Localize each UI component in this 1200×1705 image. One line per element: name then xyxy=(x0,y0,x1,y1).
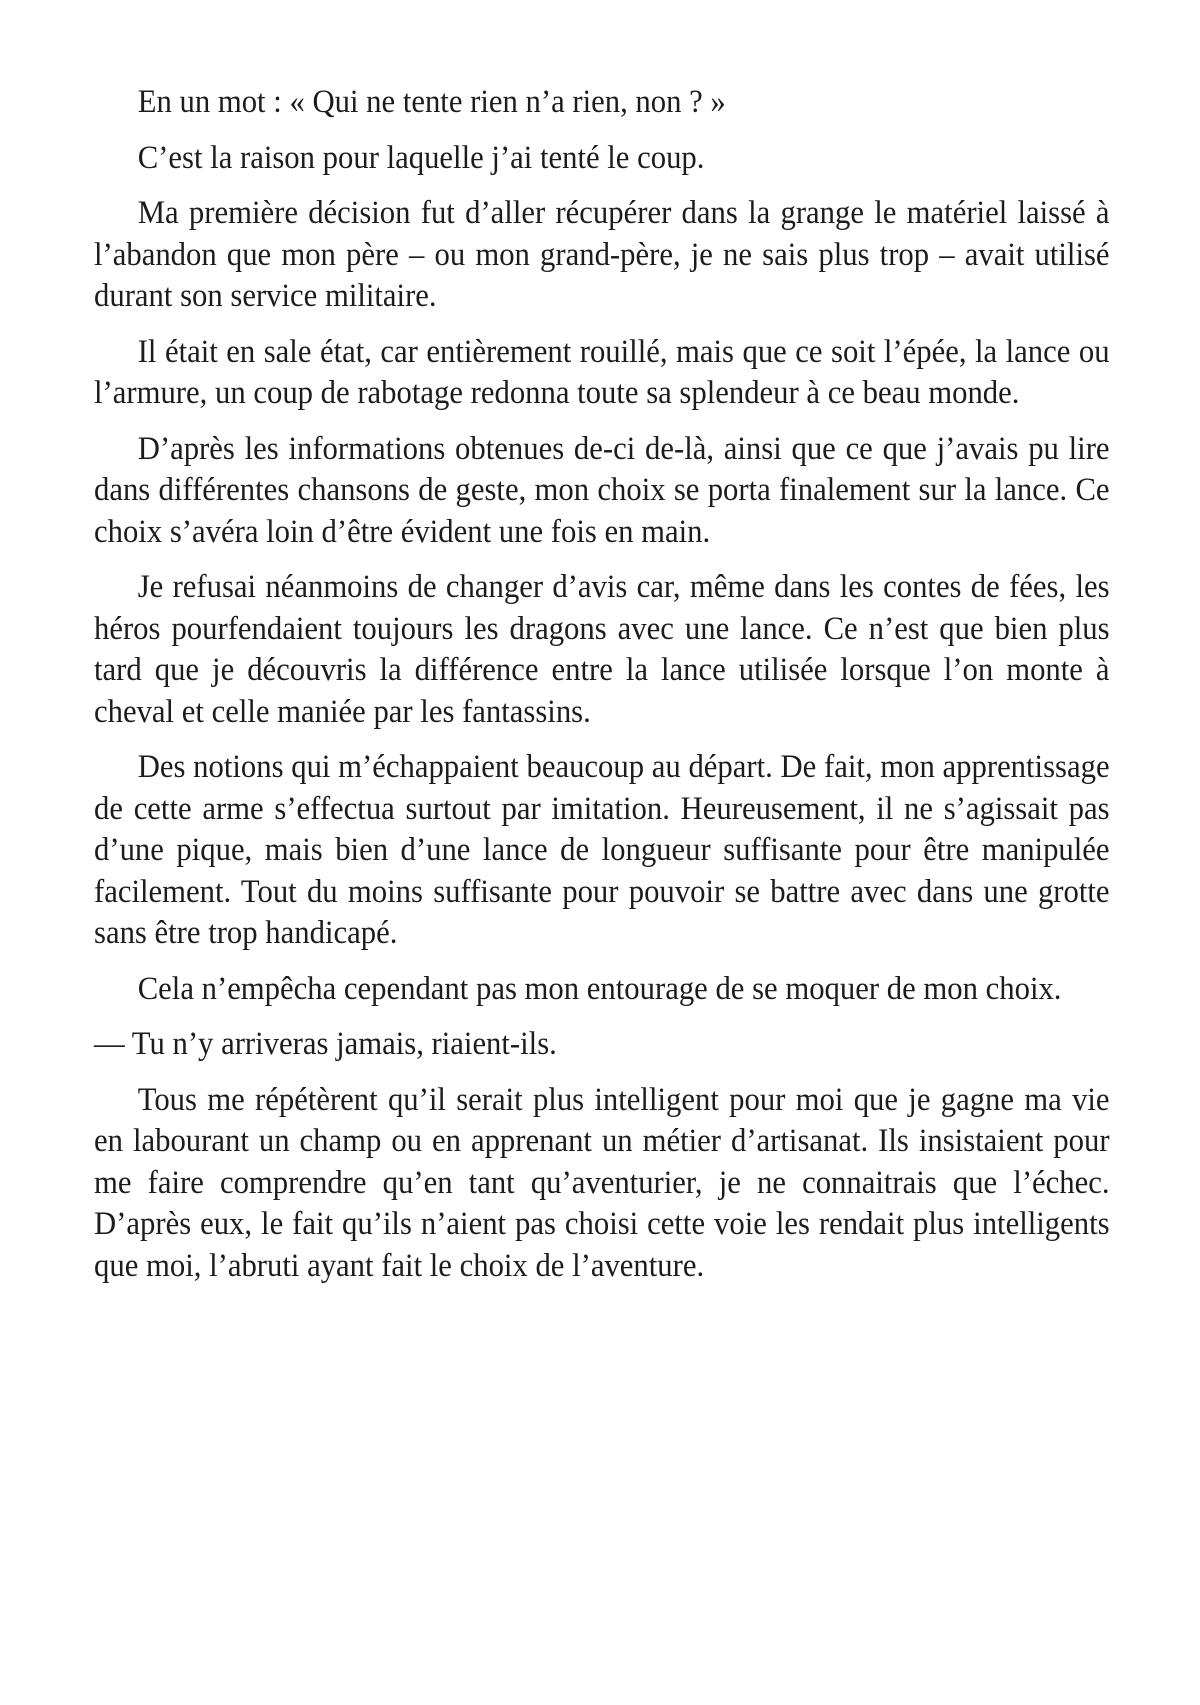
paragraph: Tous me répétèrent qu’il serait plus intelligent pour moi que je gagne ma vie en labourant un champ ou en apprenant un métier d’artisanat. Ils insistaient pour me faire comprendre qu’en tant qu’aventurier, je ne connaitrais que l’échec. D’après eux, le fait qu’ils n’aient pas choisi cette voie les rendait plus intelligents que moi, l’abruti ayant fait le choix de l’aventure. xyxy=(94,1081,1110,1284)
paragraph: Il était en sale état, car entièrement rouillé, mais que ce soit l’épée, la lance ou l’armure, un coup de rabotage redonna toute sa splendeur à ce beau monde. xyxy=(94,333,1110,411)
paragraph: Ma première décision fut d’aller récupérer dans la grange le matériel laissé à l’abandon que mon père – ou mon grand-père, je ne sais plus trop – avait utilisé durant son service militaire. xyxy=(94,195,1110,314)
paragraph: D’après les informations obtenues de-ci de-là, ainsi que ce que j’avais pu lire dans différentes chansons de geste, mon choix se porta finalement sur la lance. Ce choix s’avéra loin d’être évident une fois en main. xyxy=(94,430,1110,550)
paragraph: Des notions qui m’échappaient beaucoup au départ. De fait, mon apprentissage de cette arme s’effectua surtout par imitation. Heureusement, il ne s’agissait pas d’une pique, mais bien d’une lance de longueur suffisante pour être manipulée facilement. Tout du moins suffisante pour pouvoir se battre avec dans une grotte sans être trop handicapé. xyxy=(94,749,1110,951)
paragraph: Cela n’empêcha cependant pas mon entourage de se moquer de mon choix. xyxy=(137,970,1062,1007)
paragraph: Je refusai néanmoins de changer d’avis car, même dans les contes de fées, les héros pourfendaient toujours les dragons avec une lance. Ce n’est que bien plus tard que je découvris la différence entre la lance utilisée lorsque l’on monte à cheval et celle maniée par les fantassins. xyxy=(94,569,1110,730)
paragraph: C’est la raison pour laquelle j’ai tenté le coup. xyxy=(137,139,705,176)
paragraph: En un mot : « Qui ne tente rien n’a rien, non ? » xyxy=(137,84,726,120)
dialogue-line: — Tu n’y arriveras jamais, riaient-ils. xyxy=(94,1026,557,1062)
book-page xyxy=(94,82,1110,1301)
